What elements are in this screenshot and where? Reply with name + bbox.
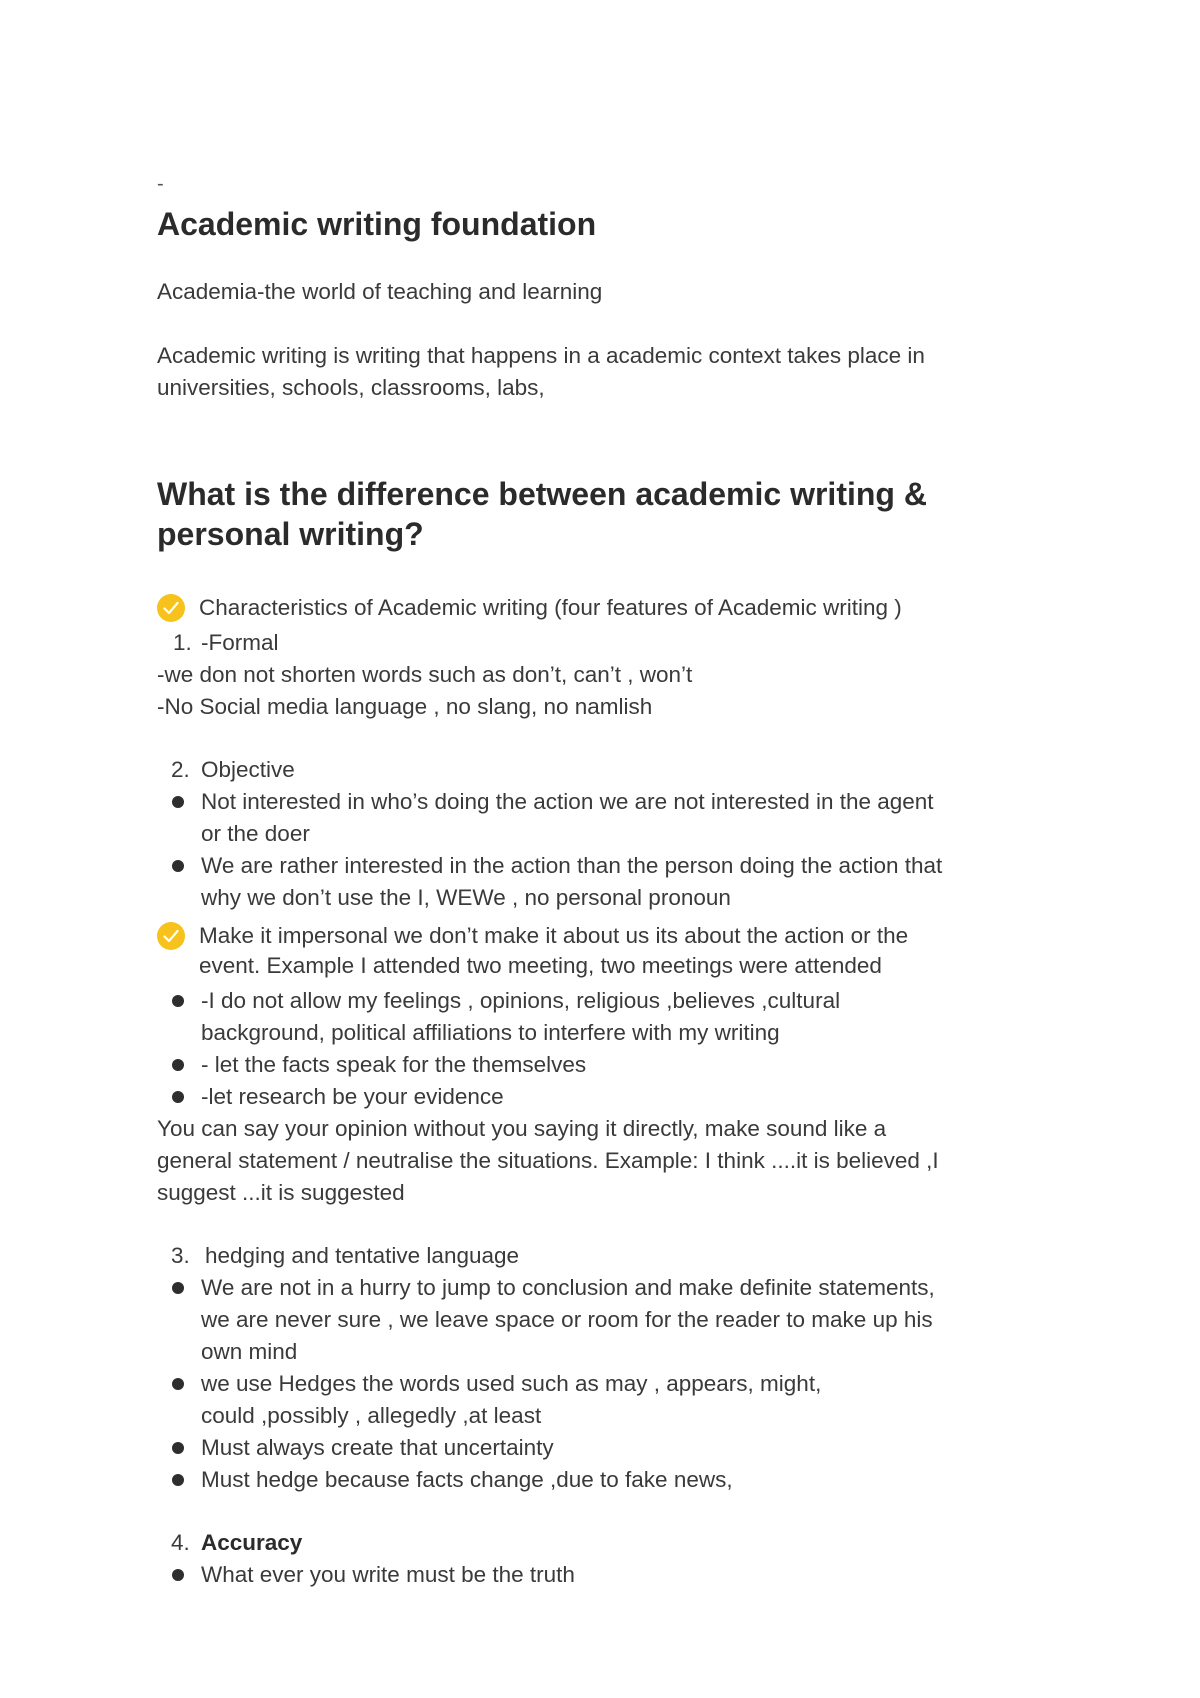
objective-paragraph-line-3: suggest ...it is suggested <box>157 1180 405 1205</box>
accuracy-bullet-1: What ever you write must be the truth <box>201 1562 575 1587</box>
bullet-dot <box>172 1442 184 1454</box>
objective-bullet-2-line-1: We are rather interested in the action than the person doing the action that <box>201 853 943 878</box>
intro-paragraph-2-line-2: universities, schools, classrooms, labs, <box>157 375 545 400</box>
bullet-dot <box>172 1474 184 1486</box>
objective-bullet-3-line-1: -I do not allow my feelings , opinions, religious ,believes ,cultural <box>201 988 841 1013</box>
page-title: Academic writing foundation <box>157 206 597 242</box>
accuracy-label: Accuracy <box>201 1530 303 1555</box>
checkmark-icon <box>157 922 185 950</box>
section-heading-line-1: What is the difference between academic writing & <box>157 476 927 512</box>
objective-bullet-5: -let research be your evidence <box>201 1084 504 1109</box>
impersonal-line-1: Make it impersonal we don’t make it about us its about the action or the <box>199 923 909 948</box>
objective-bullet-1-line-2: or the doer <box>201 821 310 846</box>
checkmark-icon <box>157 594 185 622</box>
bullet-dot <box>172 1091 184 1103</box>
hedging-bullet-3: Must always create that uncertainty <box>201 1435 554 1460</box>
formal-line-2: -No Social media language , no slang, no namlish <box>157 694 653 719</box>
list-item-accuracy <box>201 1527 302 1559</box>
objective-bullet-3-line-2: background, political affiliations to interfere with my writing <box>201 1020 780 1045</box>
section-heading <box>157 474 1057 554</box>
bullet-dot <box>172 1282 184 1294</box>
list-item-hedging: hedging and tentative language <box>205 1243 520 1268</box>
top-dash: - <box>157 173 164 195</box>
bullet-dot <box>172 995 184 1007</box>
hedging-bullet-1-line-1: We are not in a hurry to jump to conclusion and make definite statements, <box>201 1275 935 1300</box>
list-number-4: 4. <box>171 1530 190 1555</box>
hedging-bullet-2-line-2: could ,possibly , allegedly ,at least <box>201 1403 542 1428</box>
intro-paragraph-1: Academia-the world of teaching and learning <box>157 279 603 304</box>
list-number-1: 1. <box>173 630 192 655</box>
bullet-dot <box>172 1059 184 1071</box>
objective-bullet-4: - let the facts speak for the themselves <box>201 1052 587 1077</box>
objective-bullet-2-line-2: why we don’t use the I, WEWe , no personal pronoun <box>201 885 731 910</box>
hedging-bullet-2-line-1: we use Hedges the words used such as may , appears, might, <box>201 1371 822 1396</box>
characteristics-heading: Characteristics of Academic writing (four features of Academic writing ) <box>199 595 902 620</box>
list-item-objective: Objective <box>201 757 295 782</box>
bullet-dot <box>172 1378 184 1390</box>
section-heading-line-2: personal writing? <box>157 516 424 552</box>
list-number-2: 2. <box>171 757 190 782</box>
intro-paragraph-2-line-1: Academic writing is writing that happens in a academic context takes place in <box>157 343 925 368</box>
bullet-dot <box>172 796 184 808</box>
list-item-formal: -Formal <box>201 630 279 655</box>
objective-paragraph-line-2: general statement / neutralise the situations. Example: I think ....it is believed ,I <box>157 1148 939 1173</box>
hedging-bullet-1-line-3: own mind <box>201 1339 298 1364</box>
impersonal-line-2: event. Example I attended two meeting, two meetings were attended <box>199 953 882 978</box>
objective-bullet-1-line-1: Not interested in who’s doing the action we are not interested in the agent <box>201 789 934 814</box>
hedging-bullet-4: Must hedge because facts change ,due to fake news, <box>201 1467 733 1492</box>
list-number-3: 3. <box>171 1243 190 1268</box>
hedging-bullet-1-line-2: we are never sure , we leave space or room for the reader to make up his <box>201 1307 933 1332</box>
formal-line-1: -we don not shorten words such as don’t, can’t , won’t <box>157 662 693 687</box>
bullet-dot <box>172 860 184 872</box>
objective-paragraph-line-1: You can say your opinion without you saying it directly, make sound like a <box>157 1116 887 1141</box>
bullet-dot <box>172 1569 184 1581</box>
